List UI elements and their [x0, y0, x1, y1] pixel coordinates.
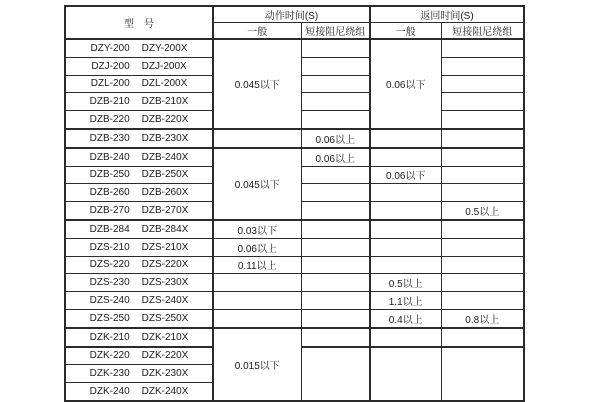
model-cell: [65, 309, 213, 327]
model-code: DZK-230: [89, 368, 130, 380]
model-code: DZS-210X: [141, 241, 189, 253]
return-damping-cell: [441, 274, 524, 292]
model-cell: [65, 383, 213, 401]
table-row: [65, 256, 524, 274]
action-damping-cell: [301, 39, 370, 57]
model-code: DZS-210: [89, 241, 130, 253]
table-row: [65, 238, 524, 256]
col-header-return-general: 一般: [370, 23, 441, 40]
return-damping-cell: [441, 328, 524, 347]
action-general-cell: 0.11以上: [213, 256, 301, 274]
action-general-cell: [213, 274, 301, 292]
model-code: DZS-220X: [141, 259, 189, 271]
return-damping-cell: [441, 39, 524, 57]
action-damping-cell: [301, 57, 370, 75]
model-code: DZY-200X: [141, 42, 188, 54]
model-code: DZS-220: [89, 259, 130, 271]
model-code: DZK-230X: [141, 368, 189, 380]
return-general-cell: [370, 347, 441, 401]
action-damping-cell: 0.06以上: [301, 129, 370, 148]
col-header-return-damping: 短接阻尼绕组: [441, 23, 524, 40]
model-code: DZB-230X: [141, 132, 189, 144]
action-damping-cell: [301, 347, 370, 401]
model-code: DZB-270X: [141, 205, 189, 217]
action-damping-cell: [301, 184, 370, 202]
model-cell: [65, 292, 213, 310]
table-row: [65, 274, 524, 292]
action-general-cell: 0.03以下: [213, 220, 301, 238]
model-code: DZB-230: [89, 132, 130, 144]
model-cell: [65, 148, 213, 166]
col-header-model: 型 号: [65, 6, 213, 39]
table-row: [65, 148, 524, 166]
model-code: DZB-210X: [141, 96, 189, 108]
model-code: DZB-284X: [141, 223, 189, 235]
return-damping-cell: [441, 347, 524, 401]
return-damping-cell: [441, 184, 524, 202]
model-cell: [65, 129, 213, 148]
action-damping-cell: [301, 75, 370, 93]
action-damping-cell: [301, 220, 370, 238]
model-code: DZB-284: [89, 223, 130, 235]
action-damping-cell: 0.06以上: [301, 148, 370, 166]
return-damping-cell: [441, 166, 524, 184]
model-code: DZB-270: [89, 205, 130, 217]
table-row: [65, 328, 524, 347]
return-general-cell: [370, 256, 441, 274]
return-damping-cell: [441, 93, 524, 111]
model-code: DZB-220X: [141, 114, 189, 126]
model-code: DZY-200: [90, 42, 130, 54]
model-cell: [65, 75, 213, 93]
action-general-cell: [213, 292, 301, 310]
return-damping-cell: [441, 148, 524, 166]
table-row: [65, 39, 524, 57]
model-code: DZJ-200X: [141, 60, 187, 72]
action-damping-cell: [301, 93, 370, 111]
return-general-cell: [370, 328, 441, 347]
model-code: DZB-220: [89, 114, 130, 126]
action-damping-cell: [301, 111, 370, 129]
model-cell: [65, 184, 213, 202]
return-general-cell: 0.4以上: [370, 309, 441, 327]
model-cell: [65, 328, 213, 347]
model-cell: [65, 220, 213, 238]
table-row: [65, 129, 524, 148]
col-header-action-time: 动作时间(S): [213, 6, 370, 23]
model-code: DZL-200X: [141, 78, 188, 90]
return-general-cell: [370, 148, 441, 166]
return-general-cell: 1.1以上: [370, 292, 441, 310]
action-damping-cell: [301, 202, 370, 220]
model-cell: [65, 202, 213, 220]
action-general-cell: [213, 309, 301, 327]
model-code: DZS-240X: [141, 295, 189, 307]
model-cell: [65, 57, 213, 75]
return-general-cell: [370, 184, 441, 202]
model-code: DZS-250X: [141, 312, 189, 324]
table-row: [65, 220, 524, 238]
action-general-cell: [213, 129, 301, 148]
table-row: [65, 309, 524, 327]
model-cell: [65, 256, 213, 274]
table-row: [65, 292, 524, 310]
model-code: DZJ-200: [91, 60, 130, 72]
action-general-cell: 0.015以下: [213, 328, 301, 401]
action-damping-cell: [301, 274, 370, 292]
col-header-return-time: 返回时间(S): [370, 6, 524, 23]
model-cell: [65, 274, 213, 292]
header-row-groups: [65, 6, 524, 23]
table-body: [65, 39, 524, 401]
model-cell: [65, 93, 213, 111]
return-damping-cell: [441, 111, 524, 129]
model-code: DZB-210: [89, 96, 130, 108]
model-cell: [65, 238, 213, 256]
action-damping-cell: [301, 292, 370, 310]
model-code: DZS-230X: [141, 277, 189, 289]
model-code: DZB-250: [89, 169, 130, 181]
model-code: DZB-260X: [141, 187, 189, 199]
model-code: DZL-200: [90, 78, 130, 90]
model-code: DZS-240: [89, 295, 130, 307]
action-damping-cell: [301, 256, 370, 274]
action-general-cell: 0.06以上: [213, 238, 301, 256]
relay-timing-table: [64, 5, 525, 402]
model-code: DZK-240X: [141, 386, 189, 398]
return-damping-cell: [441, 292, 524, 310]
model-code: DZB-240X: [141, 151, 189, 163]
model-code: DZB-260: [89, 187, 130, 199]
return-damping-cell: [441, 129, 524, 148]
col-header-action-general: 一般: [213, 23, 301, 40]
col-header-action-damping: 短接阻尼绕组: [301, 23, 370, 40]
model-code: DZB-250X: [141, 169, 189, 181]
table-header: [65, 6, 524, 39]
return-damping-cell: [441, 256, 524, 274]
model-cell: [65, 39, 213, 57]
return-general-cell: 0.06以下: [370, 39, 441, 129]
return-general-cell: [370, 202, 441, 220]
return-damping-cell: [441, 220, 524, 238]
model-code: DZK-210X: [141, 331, 189, 343]
action-damping-cell: [301, 309, 370, 327]
return-general-cell: [370, 220, 441, 238]
model-code: DZS-230: [89, 277, 130, 289]
return-general-cell: 0.5以上: [370, 274, 441, 292]
return-general-cell: [370, 238, 441, 256]
model-code: DZS-250: [89, 312, 130, 324]
model-cell: [65, 347, 213, 365]
model-code: DZK-210: [89, 331, 130, 343]
return-general-cell: [370, 129, 441, 148]
action-damping-cell: [301, 328, 370, 347]
return-damping-cell: [441, 238, 524, 256]
return-damping-cell: 0.5以上: [441, 202, 524, 220]
action-general-cell: 0.045以下: [213, 148, 301, 220]
model-code: DZK-220X: [141, 350, 189, 362]
return-general-cell: 0.06以下: [370, 166, 441, 184]
action-general-cell: 0.045以下: [213, 39, 301, 129]
return-damping-cell: 0.8以上: [441, 309, 524, 327]
model-cell: [65, 111, 213, 129]
model-code: DZK-240: [89, 386, 130, 398]
model-code: DZK-220: [89, 350, 130, 362]
action-damping-cell: [301, 166, 370, 184]
model-code: DZB-240: [89, 151, 130, 163]
model-cell: [65, 166, 213, 184]
return-damping-cell: [441, 57, 524, 75]
return-damping-cell: [441, 75, 524, 93]
action-damping-cell: [301, 238, 370, 256]
model-cell: [65, 365, 213, 383]
